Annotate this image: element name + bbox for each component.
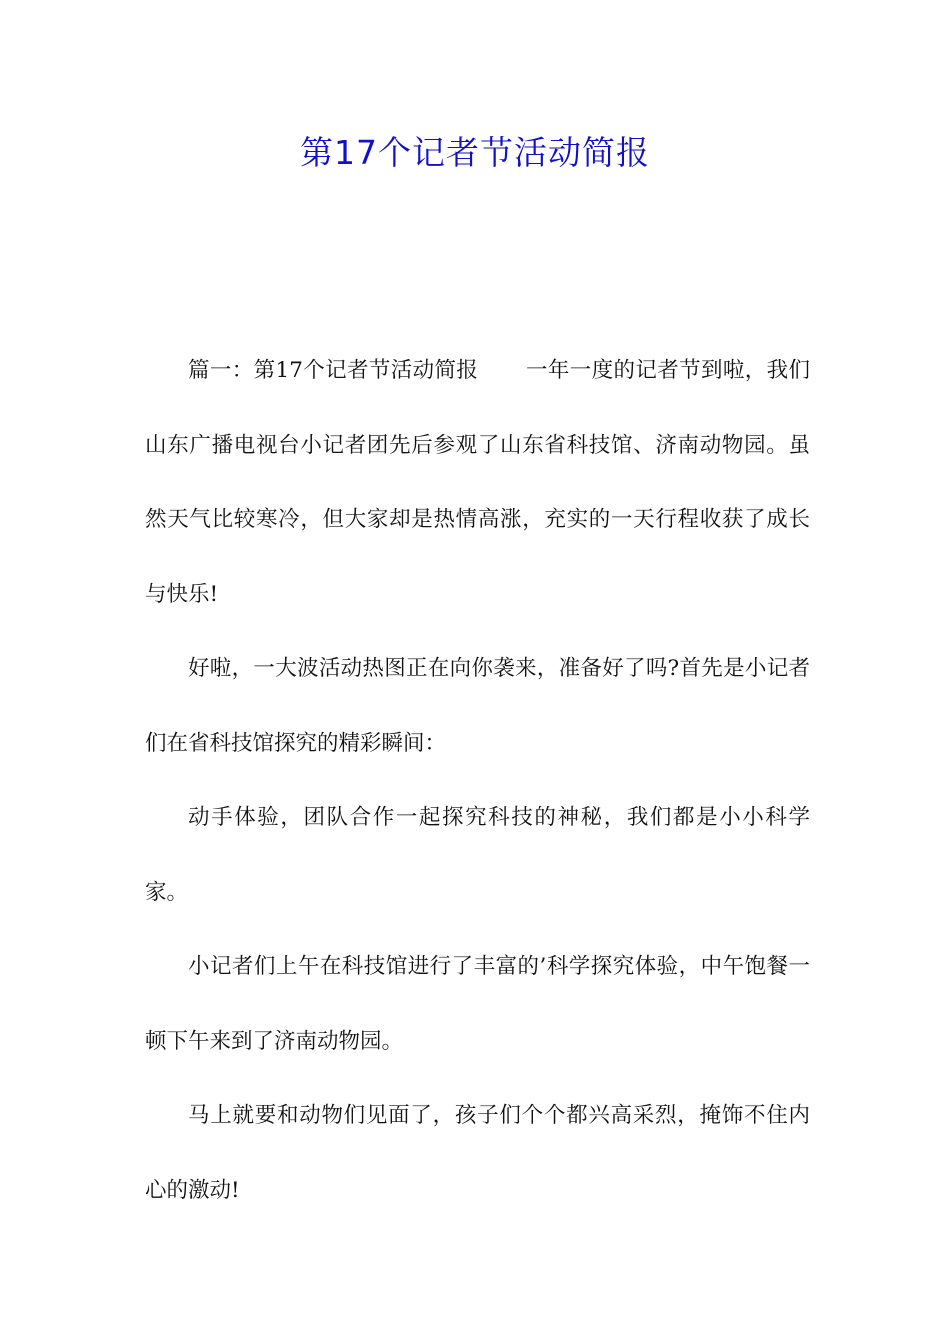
document-title: 第17个记者节活动简报 <box>300 133 650 172</box>
paragraph-3: 动手体验，团队合作一起探究科技的神秘，我们都是小小科学家。 <box>145 805 810 905</box>
paragraph-4: 小记者们上午在科技馆进行了丰富的’科学探究体验，中午饱餐一顿下午来到了济南动物园。 <box>145 954 810 1054</box>
paragraph-lead: 篇一：第17个记者节活动简报 <box>188 358 479 383</box>
paragraph-2: 好啦，一大波活动热图正在向你袭来，准备好了吗?首先是小记者们在省科技馆探究的精彩瞬间： <box>145 656 810 756</box>
paragraph-1 <box>145 334 810 632</box>
paragraph-5: 马上就要和动物们见面了，孩子们个个都兴高采烈，掩饰不住内心的激动! <box>145 1103 810 1203</box>
paragraph-text: 一年一度的记者节到啦，我们山东广播电视台小记者团先后参观了山东省科技馆、济南动物园。虽然天气比较寒冷，但大家却是热情高涨，充实的一天行程收获了成长与快乐! <box>145 358 810 607</box>
document-body <box>145 334 810 1228</box>
